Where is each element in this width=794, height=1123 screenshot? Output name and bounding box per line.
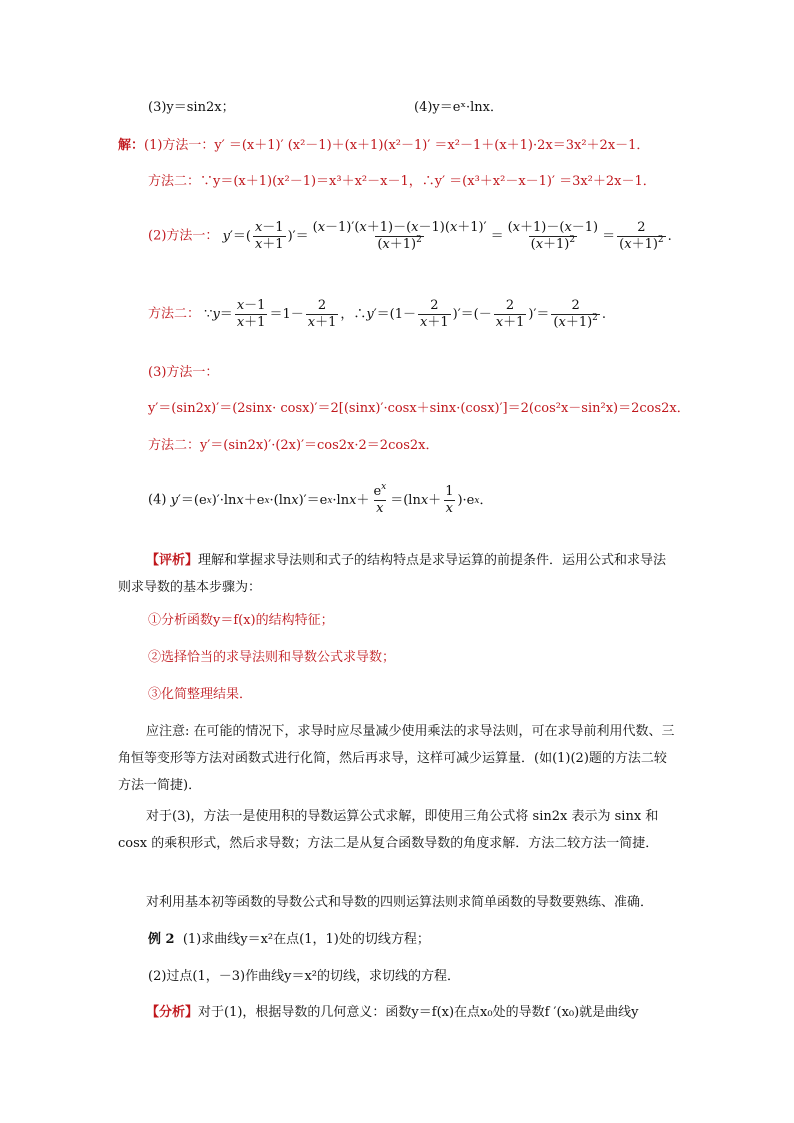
comment-step-3: ③化简整理结果． xyxy=(148,687,253,702)
note-1 xyxy=(118,718,678,799)
comment-label: 【评析】 xyxy=(146,553,199,568)
comment-paragraph xyxy=(118,547,678,601)
solution-4 xyxy=(148,484,492,517)
comment-step-2: ②选择恰当的求导法则和导数公式求导数； xyxy=(148,650,396,665)
note-2-text: 对于(3)，方法一是使用积的导数运算公式求解，即使用三角公式将 sin2x 表示为 sinx 和 cosx 的乘积形式，然后求导数；方法二是从复合函数导数的角度求解．方法二较方法一简捷． xyxy=(118,809,659,851)
analysis-line xyxy=(118,1004,639,1022)
analysis-label: 【分析】 xyxy=(146,1005,199,1020)
example-2-question-1 xyxy=(148,931,430,949)
formula-2-method-1: y ′＝( $\frac{x-1}{x+1}$ )′＝ $\frac{(x-1)'(x+1)-(x-1)(x+1)'}{(x+1)^2}$ ＝ $\frac{(x+1)-(x-1)}{(x+1)^2}$ ＝ $\frac{2}{(x+1)^2}$ . xyxy=(222,220,672,252)
analysis-text: 对于(1)，根据导数的几何意义：函数y＝f(x)在点x₀处的导数f ′(x₀)就是曲线y xyxy=(198,1005,639,1020)
solution-3-method-1: y′＝(sin2x)′＝(2sinx· cosx)′＝2[(sinx)′·cosx＋sinx·(cosx)′]＝2(cos²x－sin²x)＝2cos2x． xyxy=(148,401,690,416)
note-3 xyxy=(118,889,678,916)
comment-step-1: ①分析函数y＝f(x)的结构特征； xyxy=(148,613,334,628)
solution-1-method-2: 方法二：∵y＝(x＋1)(x²－1)＝x³＋x²－x－1，∴y′ ＝(x³＋x²－x－1)′ ＝3x²＋2x－1． xyxy=(148,174,656,189)
example-2-question-2: (2)过点(1，－3)作曲线y＝x²的切线，求切线的方程． xyxy=(148,969,460,984)
solution-3-method-2: 方法二：y′＝(sin2x)′·(2x)′＝cos2x·2＝2cos2x． xyxy=(148,438,439,453)
formula-4: y ′＝(e x )′·ln x ＋e x ·(ln x )′＝e x ·ln x ＋ $\frac{e^x}{x}$ ＝(ln x ＋ $\frac{1}{x}$ )·e x ． xyxy=(170,482,493,516)
solution-4-label: (4) xyxy=(148,492,167,508)
solution-2-method-1 xyxy=(148,220,672,253)
formula-2-method-2: ∵ y ＝ $\frac{x-1}{x+1}$ ＝1－ $\frac{2}{x+1}$ ，∴ y ′＝(1－ $\frac{2}{x+1}$ )′＝(－ $\frac{2}{x+1}$ )′＝ $\frac{2}{(x+1)^2}$ . xyxy=(204,298,607,330)
example-q1-text: (1)求曲线y＝x²在点(1，1)处的切线方程； xyxy=(182,932,430,947)
solution-3-label: (3)方法一： xyxy=(148,365,219,380)
note-1-text: 应注意: 在可能的情况下，求导时应尽量减少使用乘法的求导法则，可在求导前利用代数、三角恒等变形等方法对函数式进行化简，然后再求导，这样可减少运算量．(如(1)(2)题的方法二较方法一简捷)． xyxy=(118,724,675,793)
problem-4: (4)y＝eˣ·lnx． xyxy=(414,100,503,115)
solution-1-method-1 xyxy=(118,137,649,155)
problem-3: (3)y＝sin2x； xyxy=(148,100,235,115)
solution-1-method-1-text: (1)方法一：y′ ＝(x＋1)′ (x²－1)＋(x＋1)(x²－1)′ ＝x²－1＋(x＋1)·2x＝3x²＋2x－1． xyxy=(144,138,650,153)
note-3-text: 对利用基本初等函数的导数公式和导数的四则运算法则求简单函数的导数要熟练、准确． xyxy=(146,895,654,910)
solution-2-method-2 xyxy=(148,298,606,331)
solution-2-method-2-label: 方法二： xyxy=(148,306,201,322)
comment-text: 理解和掌握求导法则和式子的结构特点是求导运算的前提条件．运用公式和求导法则求导数的基本步骤为： xyxy=(118,553,667,595)
solution-label: 解： xyxy=(118,138,145,153)
solution-2-method-1-label: (2)方法一： xyxy=(148,228,219,244)
example-label: 例 2 xyxy=(148,932,175,947)
note-2 xyxy=(118,803,678,857)
